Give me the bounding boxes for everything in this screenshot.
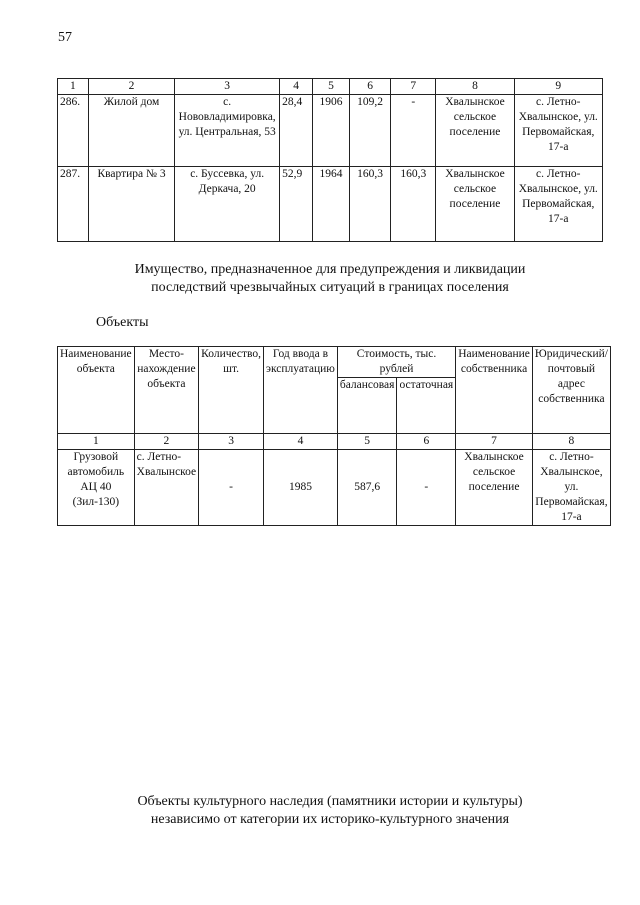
column-number: 2	[134, 434, 199, 450]
owner-name: Хвалынское сельское поселение	[456, 450, 533, 526]
table-header-row	[58, 79, 603, 95]
header-cell: 9	[514, 79, 602, 95]
object-residual: -	[397, 450, 456, 526]
header-name: Наименование объекта	[58, 347, 135, 434]
column-number: 7	[456, 434, 533, 450]
column-number: 5	[337, 434, 397, 450]
header-cell: 7	[391, 79, 436, 95]
column-number: 8	[532, 434, 610, 450]
table-row	[58, 450, 611, 526]
header-cell: 6	[350, 79, 391, 95]
column-number: 3	[199, 434, 264, 450]
header-balance: балансовая	[337, 378, 397, 434]
table-header-row	[58, 347, 611, 378]
table-row	[58, 167, 603, 242]
header-cell: 3	[175, 79, 280, 95]
table-number-row	[58, 434, 611, 450]
object-year: 1906	[313, 95, 350, 167]
header-address: Юридический/ почтовый адрес собственника	[532, 347, 610, 434]
row-number: 286.	[58, 95, 89, 167]
header-quantity: Количество, шт.	[199, 347, 264, 434]
header-location: Место-нахождение объекта	[134, 347, 199, 434]
owner-address: с. Летно-Хвалынское, ул. Первомайская, 17-а	[514, 95, 602, 167]
object-residual: -	[391, 95, 436, 167]
header-cell: 2	[88, 79, 174, 95]
object-quantity: -	[199, 450, 264, 526]
property-table	[57, 78, 603, 242]
heading-line: Имущество, предназначенное для предупреждения и ликвидации	[134, 262, 526, 277]
owner-name: Хвалынское сельское поселение	[436, 167, 514, 242]
object-residual: 160,3	[391, 167, 436, 242]
owner-address: с. Летно-Хвалынское, ул. Первомайская, 17-а	[532, 450, 610, 526]
object-area: 52,9	[280, 167, 313, 242]
heading-line: Объекты культурного наследия (памятники истории и культуры)	[137, 794, 523, 809]
heading-line: последствий чрезвычайных ситуаций в границах поселения	[151, 280, 509, 295]
header-owner: Наименование собственника	[456, 347, 533, 434]
table-row	[58, 95, 603, 167]
owner-name: Хвалынское сельское поселение	[436, 95, 514, 167]
emergency-objects-table	[57, 346, 611, 526]
row-number: 287.	[58, 167, 89, 242]
header-cell: 4	[280, 79, 313, 95]
object-area: 28,4	[280, 95, 313, 167]
object-location: с. Летно-Хвалынское	[134, 450, 199, 526]
column-number: 4	[264, 434, 338, 450]
object-address: с. Буссевка, ул. Деркача, 20	[175, 167, 280, 242]
object-year: 1985	[264, 450, 338, 526]
header-cell: 1	[58, 79, 89, 95]
object-balance: 587,6	[337, 450, 397, 526]
header-residual: остаточная	[397, 378, 456, 434]
section-heading-emergency	[60, 261, 600, 297]
object-year: 1964	[313, 167, 350, 242]
objects-label: Объекты	[96, 315, 149, 330]
section-heading-cultural	[60, 793, 600, 829]
object-name: Квартира № 3	[88, 167, 174, 242]
heading-line: независимо от категории их историко-культурного значения	[150, 812, 510, 827]
object-name: Жилой дом	[88, 95, 174, 167]
page-number: 57	[58, 30, 72, 45]
object-address: с. Нововладимировка, ул. Центральная, 53	[175, 95, 280, 167]
header-cost: Стоимость, тыс. рублей	[337, 347, 455, 378]
header-cell: 5	[313, 79, 350, 95]
column-number: 6	[397, 434, 456, 450]
object-name: Грузовой автомобиль АЦ 40 (Зил-130)	[58, 450, 135, 526]
header-cell: 8	[436, 79, 514, 95]
object-cost: 160,3	[350, 167, 391, 242]
owner-address: с. Летно-Хвалынское, ул. Первомайская, 17-а	[514, 167, 602, 242]
object-cost: 109,2	[350, 95, 391, 167]
header-year: Год ввода в эксплуатацию	[264, 347, 338, 434]
column-number: 1	[58, 434, 135, 450]
